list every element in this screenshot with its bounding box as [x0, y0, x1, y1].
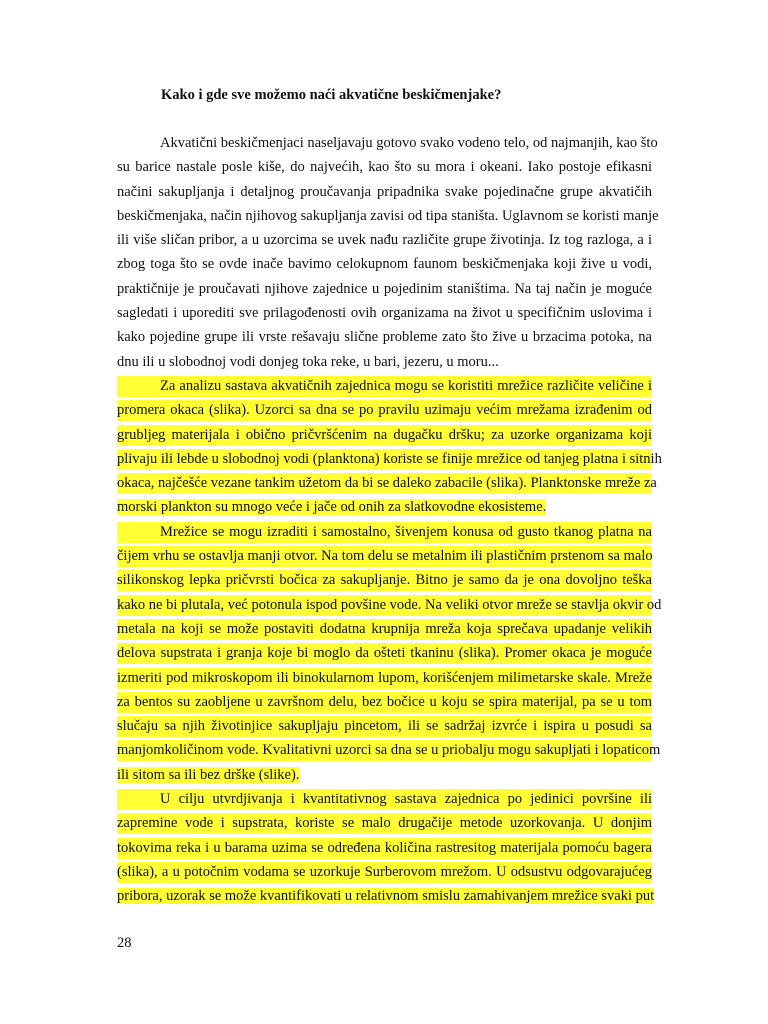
- line-text: morski plankton su mnogo veće i jače od onih za slatkovodne ekosisteme.: [117, 499, 547, 516]
- text-line: [117, 398, 652, 422]
- line-text: kako pojedine grupe ili vrste rešavaju slične probleme zato što žive u brzacima potoka, na: [117, 329, 652, 346]
- line-text: silikonskog lepka pričvrsti bočica za sakupljanje. Bitno je samo da je ona dovoljno teška: [117, 572, 652, 589]
- body-text: [117, 131, 662, 909]
- text-line: [117, 228, 652, 252]
- line-text: tokovima reka i u barama uzima se određena količina rastresitog materijala pomoću bagera: [117, 839, 652, 856]
- text-line: [117, 180, 652, 204]
- text-line: [117, 617, 652, 641]
- text-line: [117, 155, 652, 179]
- paragraph: [117, 787, 655, 908]
- line-text: Akvatični beskičmenjaci naseljavaju gotovo svako vodeno telo, od najmanjih, kao što: [160, 135, 658, 151]
- paragraph: [117, 131, 659, 374]
- text-line: [117, 374, 652, 398]
- text-line: [117, 204, 659, 228]
- text-line: [117, 544, 652, 568]
- line-text: zbog toga što se ovde inače bavimo celokupnom faunom beskičmenjaka koji žive u vodi,: [117, 256, 652, 273]
- text-line: [117, 423, 652, 447]
- line-text: (slika), a u potočnim vodama se uzorkuje Surberovom mrežom. U odsustvu odgovarajućeg: [117, 863, 652, 880]
- line-text: okaca, najčešće vezane tankim užetom da bi se daleko zabacile (slika). Planktonske mreže za: [117, 475, 657, 492]
- line-text: su barice nastale posle kiše, do najvećih, kao što su mora i okeani. Iako postoje efikasni: [117, 159, 652, 176]
- line-text: Za analizu sastava akvatičnih zajednica mogu se koristiti mrežice različite veličine i: [160, 377, 652, 394]
- text-line: [117, 811, 652, 835]
- text-line: [117, 495, 652, 519]
- line-text: U cilju utvrdjivanja i kvantitativnog sastava zajednica po jedinici površine ili: [160, 791, 652, 808]
- paragraph: [117, 520, 662, 787]
- text-line: [117, 301, 652, 325]
- line-text: promera okaca (slika). Uzorci sa dna se po pravilu uzimaju većim mrežama izrađenim od: [117, 402, 652, 419]
- line-text: zapremine vode i supstrata, koriste se malo drugačije metode uzorkovanja. U donjim: [117, 815, 652, 832]
- text-line: [117, 836, 652, 860]
- line-text: izmeriti pod mikroskopom ili binokularnom lupom, korišćenjem milimetarske skale. Mreže: [117, 669, 652, 686]
- text-line: [117, 763, 652, 787]
- text-line: [117, 860, 652, 884]
- text-line: [117, 593, 662, 617]
- line-text: kako ne bi plutala, već potonula ispod povšine vode. Na veliki otvor mreže se stavlja okvir od: [117, 596, 662, 613]
- text-line: [117, 325, 652, 349]
- line-text: pribora, uzorak se može kvantifikovati u relativnom smislu zamahivanjem mrežice svaki put: [117, 888, 655, 905]
- text-line: [117, 131, 658, 155]
- text-line: [117, 666, 652, 690]
- text-line: [117, 520, 652, 544]
- line-text: beskičmenjaka, način njihovog sakupljanja zavisi od tipa staništa. Uglavnom se koristi manje: [117, 207, 659, 224]
- page-heading: Kako i gde sve možemo naći akvatične beskičmenjake?: [161, 87, 502, 103]
- text-line: [117, 350, 652, 374]
- text-line: [117, 252, 652, 276]
- text-line: [117, 884, 655, 908]
- line-text: čijem vrhu se ostavlja manji otvor. Na tom delu se metalnim ili plastičnim prstenom sa malo: [117, 548, 653, 565]
- line-text: grubljeg materijala i obično pričvršćenim na dugačku dršku; za uzorke organizama koji: [117, 426, 652, 443]
- text-line: [117, 447, 662, 471]
- page-number: 28: [117, 935, 132, 951]
- line-text: za bentos su zaobljene u završnom delu, bez bočice u koju se spira materijal, pa se u tom: [117, 693, 652, 710]
- line-text: praktičnije je proučavati njihove zajednice u pojedinim staništima. Na taj način je moguće: [117, 280, 652, 297]
- paragraph: [117, 374, 662, 520]
- text-line: [117, 714, 652, 738]
- line-text: načini sakupljanja i detaljnog proučavanja pripadnika svake pojedinačne grupe akvatičih: [117, 183, 652, 200]
- line-text: ili više sličan pribor, a u uzorcima se uvek nađu različite grupe životinja. Iz tog razloga, a i: [117, 232, 652, 249]
- text-line: [117, 568, 652, 592]
- line-text: delova supstrata i granja koje bi moglo da ošteti tkaninu (slika). Promer okaca je moguće: [117, 645, 652, 662]
- line-text: plivaju ili lebde u slobodnoj vodi (planktona) koriste se finije mrežice od tanjeg platna i sitnih: [117, 450, 662, 467]
- text-line: [117, 471, 657, 495]
- line-text: metala na koji se može postaviti dodatna krupnija mreža koja sprečava upadanje velikih: [117, 620, 652, 637]
- line-text: ili sitom sa ili bez drške (slike).: [117, 766, 300, 783]
- text-line: [117, 787, 652, 811]
- text-line: [117, 277, 652, 301]
- text-line: [117, 738, 661, 762]
- line-text: Mrežice se mogu izraditi i samostalno, šivenjem konusa od gusto tkanog platna na: [160, 523, 652, 540]
- line-text: slučaju sa njih životinjice sakupljaju pincetom, ili se sadržaj izvrće i ispira u posudi sa: [117, 718, 652, 735]
- line-text: dnu ili u slobodnoj vodi donjeg toka reke, u bari, jezeru, u moru...: [117, 353, 499, 370]
- text-line: [117, 690, 652, 714]
- text-line: [117, 641, 652, 665]
- line-text: manjomkoličinom vode. Kvalitativni uzorci sa dna se u priobalju mogu sakupljati i lopaticom: [117, 742, 661, 759]
- line-text: sagledati i uporediti sve prilagođenosti ovih organizama na život u specifičnim uslovima i: [117, 305, 652, 322]
